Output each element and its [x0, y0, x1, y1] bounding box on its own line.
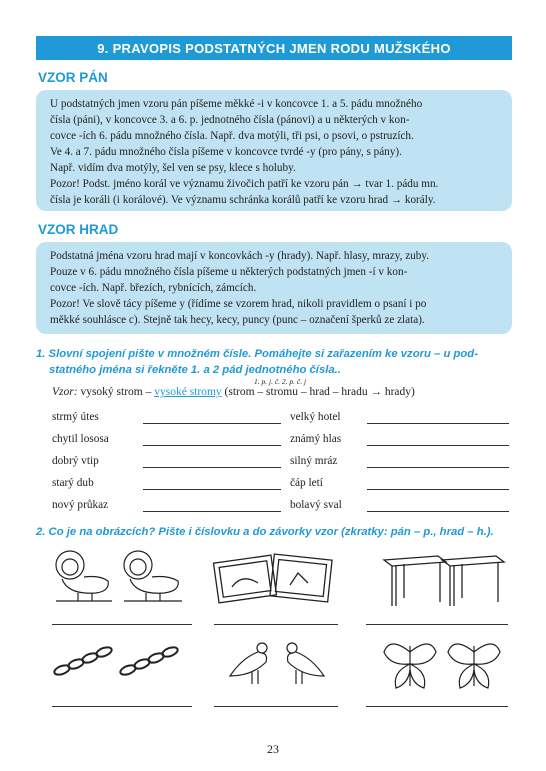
rule-line: Pouze v 6. pádu množného čísla píšeme u některých podstatných jmen -í v kon- [50, 266, 408, 278]
rule-line: Ve 4. a 7. pádu množného čísla píšeme v koncovce tvrdé -y (pro pány, s pány). [50, 146, 402, 158]
chapter-banner: 9. PRAVOPIS PODSTATNÝCH JMEN RODU MUŽSKÉHO [36, 36, 512, 60]
answer-line[interactable] [367, 423, 509, 424]
phrase-right: čáp letí [290, 477, 323, 489]
rule-line: covce -ích. Např. březích, rybnících, zámcích. [50, 282, 257, 294]
heading-vzor-pan: VZOR PÁN [38, 70, 108, 85]
rule-line: měkké souhlásce c). Stejně tak hecy, kecy, puncy (punc – označení šperků ze zlata). [50, 314, 425, 326]
exercise1-prompt-line: statného jména si řekněte 1. a 2 pád jednotného čísla.. [49, 364, 341, 376]
exercise1-sample [52, 386, 415, 398]
answer-line[interactable] [52, 624, 192, 625]
sample-answer: vysoké stromy [154, 386, 222, 398]
answer-line[interactable] [52, 706, 192, 707]
phrase-left: strmý útes [52, 411, 99, 423]
paintings-icon [212, 553, 336, 609]
phrase-left: starý dub [52, 477, 94, 489]
rule-box-hrad [36, 242, 512, 334]
answer-line[interactable] [143, 511, 281, 512]
phrase-left: nový průkaz [52, 499, 109, 511]
rule-box-pan [36, 90, 512, 211]
answer-line[interactable] [367, 511, 509, 512]
tables-icon [380, 550, 508, 610]
answer-line[interactable] [366, 706, 508, 707]
answer-line[interactable] [214, 706, 338, 707]
answer-line[interactable] [367, 467, 509, 468]
phrase-left: dobrý vtip [52, 455, 99, 467]
heading-vzor-hrad: VZOR HRAD [38, 222, 119, 237]
butterflies-icon [380, 636, 508, 694]
rule-line: čísla (páni), v koncovce 3. a 6. p. jednotného čísla (pánovi) a u některých v kon- [50, 114, 410, 126]
exercise1-prompt-line: 1. Slovní spojení pište v množném čísle. Pomáhejte si zařazením ke vzoru – u pod- [36, 348, 478, 360]
chains-icon [50, 640, 190, 684]
answer-line[interactable] [143, 467, 281, 468]
answer-line[interactable] [214, 624, 338, 625]
lions-icon [48, 545, 194, 605]
answer-line[interactable] [367, 445, 509, 446]
rule-line: covce -ích 6. pádu množného čísla. Např. dva motýli, tři psi, o psovi, o pstruzích. [50, 130, 414, 142]
rule-line: čísla je koráli (i korálové). Ve významu schránka korálů patří ke vzoru hrad → korály. [50, 194, 436, 206]
answer-line[interactable] [367, 489, 509, 490]
sample-label: Vzor: [52, 386, 78, 398]
exercise2-prompt: 2. Co je na obrázcích? Pište i číslovku a do závorky vzor (zkratky: pán – p., hrad – h.). [36, 526, 494, 538]
phrase-right: velký hotel [290, 411, 341, 423]
phrase-right: silný mráz [290, 455, 338, 467]
phrase-right: známý hlas [290, 433, 342, 445]
pigeons-icon [222, 636, 332, 690]
answer-line[interactable] [143, 489, 281, 490]
sample-phrase: vysoký strom – [80, 386, 152, 398]
case-hint: 1. p. j. č. 2. p. č. j [254, 377, 307, 386]
page-number: 23 [267, 742, 279, 756]
phrase-right: bolavý sval [290, 499, 342, 511]
answer-line[interactable] [143, 445, 281, 446]
rule-line: Např. vidím dva motýly, šel ven se psy, klece s holuby. [50, 162, 296, 174]
rule-line: Pozor! Podst. jméno korál ve významu živočich patří ke vzoru pán → tvar 1. pádu mn. [50, 178, 439, 190]
phrase-left: chytil lososa [52, 433, 109, 445]
rule-line: Pozor! Ve slově tácy píšeme y (řídíme se vzorem hrad, nikoli pravidlem o psaní i po [50, 298, 427, 310]
answer-line[interactable] [366, 624, 508, 625]
answer-line[interactable] [143, 423, 281, 424]
exercise1-prompt [36, 346, 514, 378]
sample-hint: (strom – stromu – hrad – hradu → hrady) [224, 386, 415, 398]
rule-line: U podstatných jmen vzoru pán píšeme měkké -i v koncovce 1. a 5. pádu množného [50, 98, 423, 110]
rule-line: Podstatná jména vzoru hrad mají v koncovkách -y (hrady). Např. hlasy, mrazy, zuby. [50, 250, 430, 262]
